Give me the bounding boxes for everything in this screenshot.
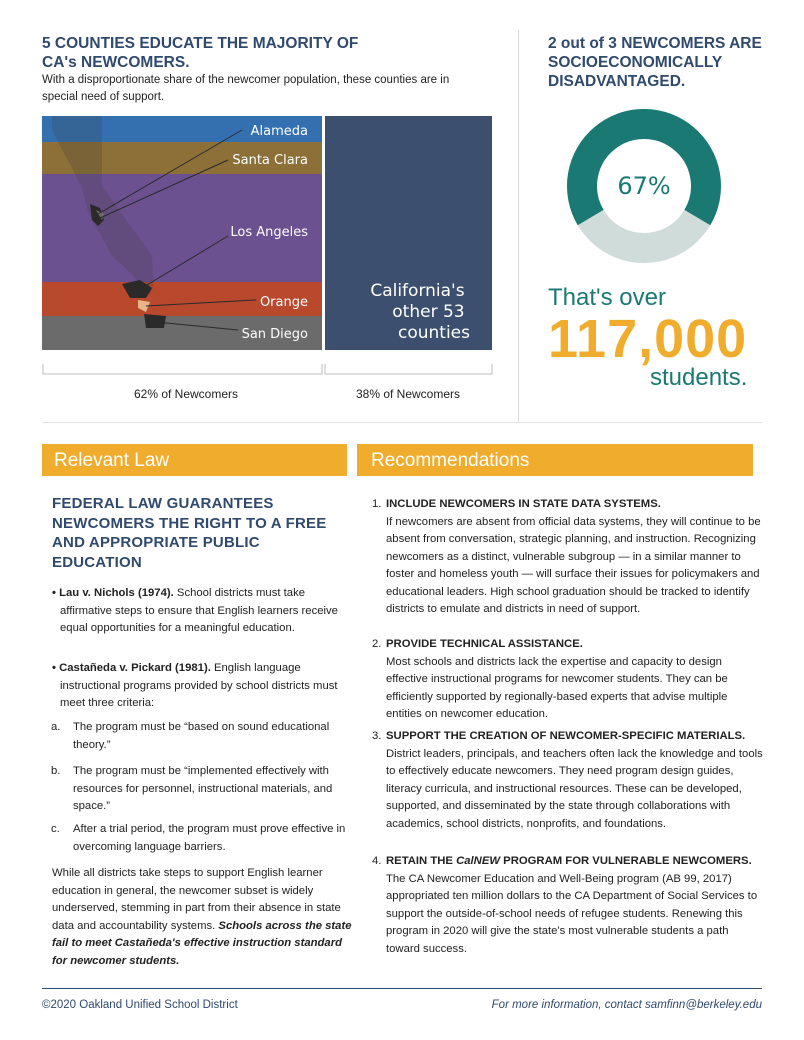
right-bracket	[325, 364, 492, 374]
recommendation-2: 2. PROVIDE TECHNICAL ASSISTANCE. Most schools and districts lack the expertise and capacity to design effective instructional programs for newcomer students. They can be efficiently supported by regionally-based experts that advise multiple entities on newcomer education.	[372, 638, 728, 720]
counties-subtitle: With a disproportionate share of the newcomer population, these counties are in special need of support.	[42, 74, 450, 103]
label-alameda: Alameda	[250, 124, 308, 139]
criteria-a: a. The program must be “based on sound educational theory.”	[51, 721, 330, 751]
law-bullet-lau: • Lau v. Nichols (1974). School districts must take affirmative steps to ensure that English learners receive equal opportunities for a meaningful education.	[52, 587, 338, 634]
recommendation-4: 4. RETAIN THE CalNEW PROGRAM FOR VULNERABLE NEWCOMERS. The CA Newcomer Education and Well-Being program (AB 99, 2017) appropriated ten million dollars to the CA Department of Social Services to support the outside-of-school needs of refugee students. Renewing this program in 2020 will give the state's most vulnerable students a path toward success.	[372, 855, 758, 955]
left-bracket	[43, 364, 322, 374]
other-counties-line: California's	[370, 281, 465, 301]
recommendation-1: 1. INCLUDE NEWCOMERS IN STATE DATA SYSTEMS. If newcomers are absent from official data systems, they will continue to be absent from conversation, strategic planning, and instruction. Recognizing newcomers as a distinct, vulnerable subgroup — in a similar manner to foster and homeless youth — will surface their issues for policymakers and educational leaders. High school graduation should be tracked to identify districts to emulate and districts in need of support.	[372, 498, 761, 615]
left-share-label: 62% of Newcomers	[133, 387, 239, 401]
law-heading: FEDERAL LAW GUARANTEES NEWCOMERS THE RIGHT TO A FREE AND APPROPRIATE PUBLIC EDUCATION	[52, 495, 327, 571]
percent-donut-chart	[564, 106, 724, 266]
section-divider	[42, 422, 762, 423]
donut-percent-label: 67%	[617, 172, 671, 200]
students-text: students.	[650, 364, 748, 391]
socio-title: 2 out of 3 NEWCOMERS ARE SOCIOECONOMICALLY DISADVANTAGED.	[548, 35, 762, 90]
law-closing-emphasis: Schools across the state fail to meet Castañeda's effective instruction standard for newcomer students.	[52, 919, 352, 967]
label-san-diego: San Diego	[241, 327, 308, 342]
relevant-law-header: Relevant Law	[42, 444, 347, 476]
lau-text: School districts must take affirmative steps to ensure that English learners receive equal opportunities for a meaningful education.	[60, 587, 338, 634]
other-counties-line: other 53	[392, 302, 465, 322]
recommendations-header: Recommendations	[357, 444, 753, 476]
column-divider	[518, 30, 519, 422]
criteria-c: c. After a trial period, the program must prove effective in overcoming language barriers.	[51, 823, 346, 853]
right-share-label: 38% of Newcomers	[355, 387, 461, 401]
lau-title: Lau v. Nichols (1974).	[59, 587, 174, 599]
label-orange: Orange	[259, 295, 308, 310]
footer-copyright: ©2020 Oakland Unified School District	[42, 999, 238, 1011]
castaneda-text: English language instructional programs provided by school districts must meet three criteria:	[60, 662, 338, 709]
student-count: 117,000	[548, 309, 748, 369]
castaneda-title: Castañeda v. Pickard (1981).	[59, 662, 211, 674]
other-counties-line: counties	[397, 323, 470, 343]
footer-rule	[42, 988, 762, 989]
county-chart	[42, 116, 494, 416]
law-closing-paragraph: While all districts take steps to support English learner education in general, the newcomer subset is widely underserved, stemming in part from their absence in state data and accountability systems. Schools across the state fail to meet Castañeda's effective instruction standard for newcomer students.	[52, 867, 352, 967]
label-los-angeles: Los Angeles	[230, 225, 308, 240]
san-diego-county-shape	[144, 314, 166, 328]
footer-contact[interactable]: For more information, contact samfinn@berkeley.edu	[491, 999, 762, 1011]
counties-title: 5 COUNTIES EDUCATE THE MAJORITY OF CA's NEWCOMERS.	[42, 35, 359, 71]
recommendation-3: 3. SUPPORT THE CREATION OF NEWCOMER-SPECIFIC MATERIALS. District leaders, principals, and teachers often lack the knowledge and tools to effectively educate newcomers. They need program design guides, literacy curricula, and instructional resources. These can be developed, supported, and disseminated by the state through collaborations with academics, school districts, nonprofits, and foundations.	[372, 730, 763, 830]
donut-value-arc	[582, 124, 706, 218]
law-bullet-castaneda: • Castañeda v. Pickard (1981). English language instructional programs provided by school districts must meet three criteria:	[52, 662, 338, 709]
criteria-b: b. The program must be “implemented effectively with resources for personnel, instructional materials, and space.”	[51, 765, 333, 812]
label-santa-clara: Santa Clara	[232, 153, 308, 168]
over-text: That's over	[548, 284, 666, 311]
